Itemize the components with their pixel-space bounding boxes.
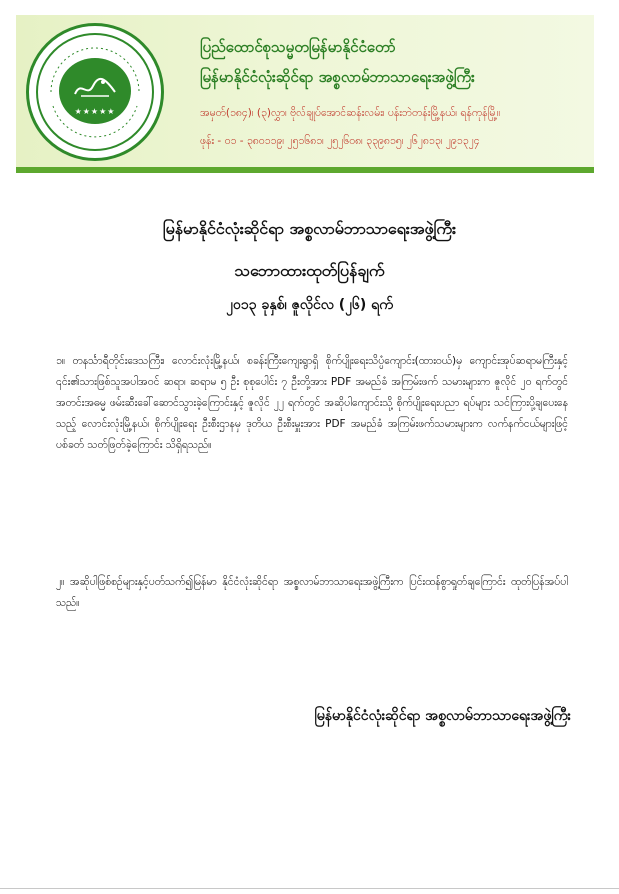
letterhead-address: အမှတ်(၁၈၄)၊ (၃)လွှာ၊ ဗိုလ်ချုပ်အောင်ဆန်းလမ်း၊ ပန်းဘဲတန်းမြို့နယ်၊ ရန်ကုန်မြို့။ xyxy=(200,107,501,119)
paragraph-1: ၁။ တနင်္သာရီတိုင်းဒေသကြီး၊ လောင်းလုံးမြို့နယ်၊ စခန်းကြီးကျေးရွာရှိ စိုက်ပျိုးရေးသိပ္ပံကျောင်း(ထားဝယ်)မှ ကျောင်းအုပ်ဆရာမကြီးနှင့် ၎င်း၏သားဖြစ်သူအပါအဝင် ဆရာ၊ ဆရာမ ၅ ဦး စုစုပေါင်း ၇ ဦးတို့အား PDF အမည်ခံ အကြမ်းဖက် သမားများက ဇူလိုင် ၂၀ ရက်တွင် အတင်းအဓမ္မ ဖမ်းဆီးခေါ်ဆောင်သွားခဲ့ကြောင်းနှင့် ဇူလိုင် ၂၂ ရက်တွင် အဆိုပါကျောင်းသို့ စိုက်ပျိုးရေးပညာ ရပ်များ သင်ကြားပို့ချပေးနေသည့် လောင်းလုံးမြို့နယ်၊ စိုက်ပျိုးရေး ဦးစီးဌာနမှ ဒုတိယ ဦးစီးမှူးအား PDF အမည်ခံ အကြမ်းဖက်သမားများက လက်နက်ငယ်များဖြင့် ပစ်ခတ် သတ်ဖြတ်ခဲ့ကြောင်း သိရှိရသည်။ xyxy=(56,355,568,451)
calligraphy-emblem-icon xyxy=(73,76,117,100)
letterhead-phone: ဖုန်း - ၀၁ - ၃၈၀၁၁၉၊ ၂၅၁၆၈၁၊ ၂၅၂၆၀၈၊ ၃၃၉၈၁၅၊ ၂၆၂၈၁၃၊ ၂၉၁၃၂၄ xyxy=(200,135,480,147)
paragraph-2: ၂။ အဆိုပါဖြစ်စဉ်များနှင့်ပတ်သက်၍မြန်မာ နိုင်ငံလုံးဆိုင်ရာ အစ္စလာမ်ဘာသာရေးအဖွဲ့ကြီးက ပြင်းထန်စွာရှုတ်ချကြောင်း ထုတ်ပြန်အပ်ပါ သည်။ xyxy=(56,576,568,609)
seal-emblem xyxy=(59,58,131,124)
letterhead-country-line: ပြည်ထောင်စုသမ္မတမြန်မာနိုင်ငံတော် xyxy=(200,38,396,56)
document-date: ၂၀၁၃ ခုနှစ်၊ ဇူလိုင်လ (၂၆) ရက် xyxy=(226,297,393,313)
document-title-statement: သဘောထားထုတ်ပြန်ချက် xyxy=(234,261,385,280)
organization-seal-logo xyxy=(26,23,164,161)
letterhead-banner xyxy=(16,15,594,173)
letterhead-organization-name: မြန်မာနိုင်ငံလုံးဆိုင်ရာ အစ္စလာမ်ဘာသာရေးအဖွဲ့ကြီး xyxy=(200,68,475,86)
signature-organization: မြန်မာနိုင်ငံလုံးဆိုင်ရာ အစ္စလာမ်ဘာသာရေးအဖွဲ့ကြီး xyxy=(314,708,571,724)
seal-stars-icon: ★★★★★ xyxy=(74,107,116,116)
page-bottom-divider xyxy=(0,888,619,889)
document-title-organization: မြန်မာနိုင်ငံလုံးဆိုင်ရာ အစ္စလာမ်ဘာသာရေးအဖွဲ့ကြီး xyxy=(162,219,457,238)
